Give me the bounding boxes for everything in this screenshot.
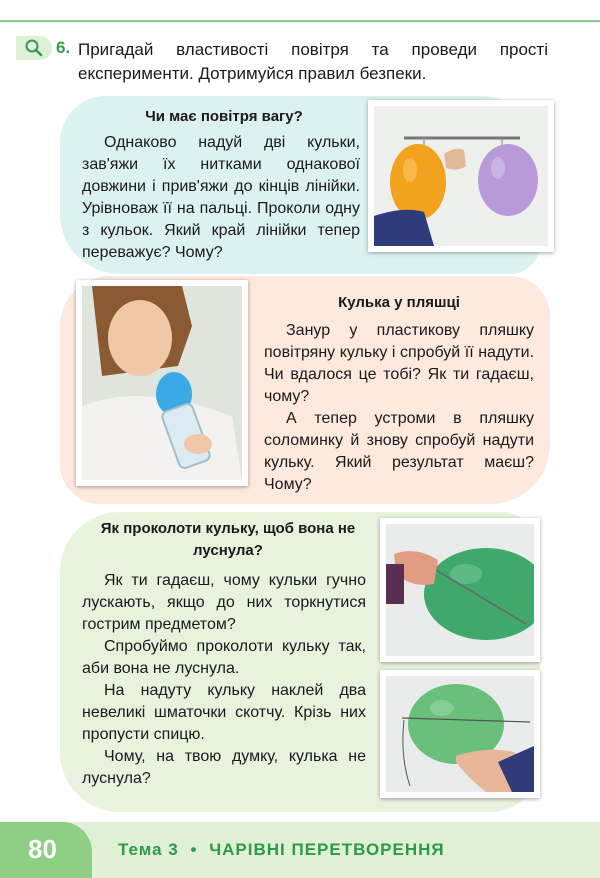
experiment-3-title: Як проколоти кульку, щоб вона не луснула? [100,520,356,559]
photo-balloons-on-ruler [368,100,554,252]
task-number: 6. [56,38,71,57]
experiment-1-title: Чи має повітря вагу? [145,108,303,125]
theme-separator: • [190,840,198,859]
theme-heading [118,840,445,860]
page-footer [0,822,600,878]
experiment-3-paragraph: Спробуймо проколоти кульку так, аби вона не луснула. [82,638,366,677]
theme-title: ЧАРІВНІ ПЕРЕТВОРЕННЯ [209,840,445,859]
theme-label: Тема 3 [118,840,179,859]
experiment-2-paragraph: А тепер устроми в пляшку соломинку й знову спробуй надути кульку. Який результат маєш? Чому? [264,410,534,493]
page-number: 80 [28,834,57,864]
experiment-2-title: Кулька у пляшці [338,294,460,311]
experiment-3-paragraph: Чому, на твою думку, кулька не луснула? [82,748,366,787]
task-text: Пригадай властивості повітря та проведи прості експерименти. Дотримуйся правил безпеки. [78,40,548,83]
experiment-3-paragraph: Як ти гадаєш, чому кульки гучно лускають, якщо до них торкнутися гострим предметом? [82,572,366,633]
experiment-2-text [264,320,534,496]
photo-girl-balloon-bottle [76,280,248,486]
magnifier-icon [16,36,52,60]
top-rule [0,20,600,22]
photo-balloon-with-needle [380,670,540,798]
experiment-2-paragraph: Занур у пластикову пляшку повітряну кульку і спробуй її надути. Чи вдалося це тобі? Як ти гадаєш, чому? [264,322,534,405]
experiment-1-paragraph: Однаково надуй дві кульки, зав'яжи їх нитками однакової довжини і прив'яжи до кінців лінійки. Урівноваж її на пальці. Проколи одну з кульок. Який край лінійки тепер переважує? Чому? [82,134,360,261]
experiment-3-paragraph: На надуту кульку наклей два невеликі шматочки скотчу. Крізь них пропусти спицю. [82,682,366,743]
experiment-1-text [82,132,360,264]
photo-balloon-pierced [380,518,540,662]
page-number-tab [0,822,92,878]
experiment-3-text [82,570,366,790]
